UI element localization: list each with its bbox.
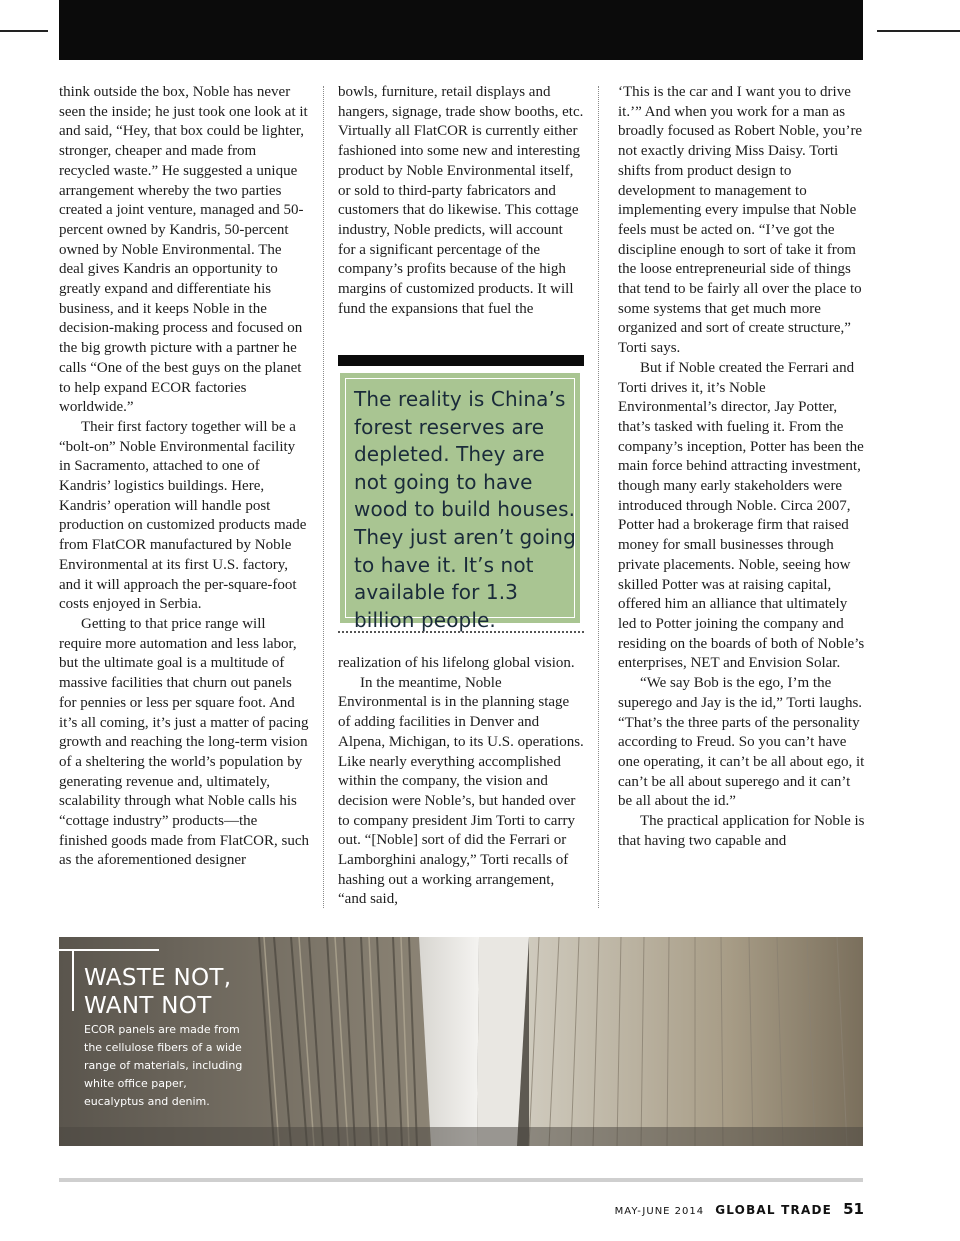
- article-column-2-top: [338, 83, 584, 319]
- article-column-3: [618, 83, 868, 851]
- issue-date: MAY-JUNE 2014: [614, 1206, 705, 1217]
- pullquote-bottom-rule: [338, 631, 584, 633]
- paragraph: “We say Bob is the ego, I’m the superego and Jay is the id,” Torti laughs. “That’s the three parts of the personality according to Freud. So you can’t have one operating, it can’t be all about ego, it can’t be all about superego and it can’t be all about the id.”: [618, 675, 865, 810]
- article-column-1: [59, 83, 309, 871]
- article-column-2-bottom: [338, 654, 584, 910]
- column-divider: [323, 86, 324, 908]
- paragraph: think outside the box, Noble has never seen the inside; he just took one look at it and said, “Hey, that box could be lighter, stronger, cheaper and made from recycled waste.” He suggested a unique arrangement whereby the two parties created a joint venture, managed and 50-percent owned by Kandris, 50-percent owned by Noble Environmental. The deal gives Kandris an opportunity to greatly expand and differentiate his business, and it keeps Noble in the decision-making process and focused on the big growth picture with a partner he calls “One of the best guys on the planet to help expand ECOR factories worldwide.”: [59, 84, 308, 416]
- paragraph: In the meantime, Noble Environmental is in the planning stage of adding facilities in Denver and Alpena, Michigan, to its U.S. operations. Like nearly everything accomplished within the company, the vision and decision were Noble’s, but handed over to company president Jim Torti to carry out. “[Noble] sort of did the Ferrari or Lamborghini analogy,” Torti recalls of hashing out a working arrangement, “and said,: [338, 674, 584, 908]
- paragraph: ‘This is the car and I want you to drive it.’” And when you work for a man as broadly focused as Robert Noble, you’re not exactly driving Miss Daisy. Torti shifts from product design to development to management to implementing every impulse that Noble feels must be acted on. “I’ve got the discipline enough to sort of take it from the loose entrepreneurial side of things that tend to be fairly all over the place to some systems that get much more organized and sort of create structure,” Torti says.: [618, 84, 863, 357]
- paragraph: bowls, furniture, retail displays and hangers, signage, trade show booths, etc. Virtually all FlatCOR is currently either fashioned into some new and interesting product by Noble Environmental itself, or sold to third-party fabricators and customers that do likewise. This cottage industry, Noble predicts, will account for a significant percentage of the company’s profits because of the high margins of customized products. It will fund the expansions that fuel the: [338, 84, 584, 317]
- column-divider: [598, 86, 599, 908]
- paragraph: The practical application for Noble is that having two capable and: [618, 813, 865, 849]
- caption-body: ECOR panels are made from the cellulose fibers of a wide range of materials, including white office paper, eucalyptus and denim.: [84, 1023, 243, 1108]
- pullquote-top-bar: [338, 355, 584, 366]
- page-number: 51: [843, 1200, 864, 1218]
- caption-rule-vertical: [72, 949, 74, 1011]
- paragraph: Getting to that price range will require more automation and less labor, but the ultimate goal is a multitude of massive facilities that churn out panels for pennies or less per square foot. And it’s all coming, it’s just a matter of pacing growth and reaching the long-term vision of a sheltering the world’s population by generating revenue and, ultimately, scalability through what Noble calls his “cottage industry” products—the finished goods made from FlatCOR, such as the aforementioned designer: [59, 615, 309, 869]
- page-footer: [615, 1199, 864, 1218]
- header-bar: [59, 0, 863, 60]
- magazine-name: GLOBAL TRADE: [715, 1203, 833, 1217]
- crop-mark-left: [0, 30, 48, 32]
- crop-mark-right: [877, 30, 960, 32]
- paragraph: realization of his lifelong global vision.: [338, 655, 575, 671]
- caption-rule-horizontal: [59, 949, 159, 951]
- paragraph: Their first factory together will be a “bolt-on” Noble Environmental facility in Sacramento, attached to one of Kandris’ logistics buildings. Here, Kandris’ operation will handle post production on customized products made from FlatCOR manufactured by Noble Environmental at its first U.S. factory, and it will approach the per-square-foot costs enjoyed in Serbia.: [59, 418, 307, 613]
- caption-title: WASTE NOT, WANT NOT: [84, 965, 232, 1019]
- pullquote-text: The reality is China’s forest reserves are depleted. They are not going to have wood to build houses. They just aren’t going to have it. It’s not available for 1.3 billion people.: [354, 387, 576, 632]
- footer-rule: [59, 1178, 863, 1182]
- paragraph: But if Noble created the Ferrari and Torti drives it, it’s Noble Environmental’s director, Jay Potter, that’s tasked with fueling it. From the company’s inception, Potter has been the main force behind attracting investment, though many early stakeholders were introduced through Noble. Circa 2007, Potter had a brokerage firm that raised money for small businesses through private placements. Noble, seeing how skilled Potter was at raising capital, offered him an alliance that ultimately led to Potter joining the company and residing on the boards of both of Noble’s enterprises, NET and Envision Solar.: [618, 359, 865, 672]
